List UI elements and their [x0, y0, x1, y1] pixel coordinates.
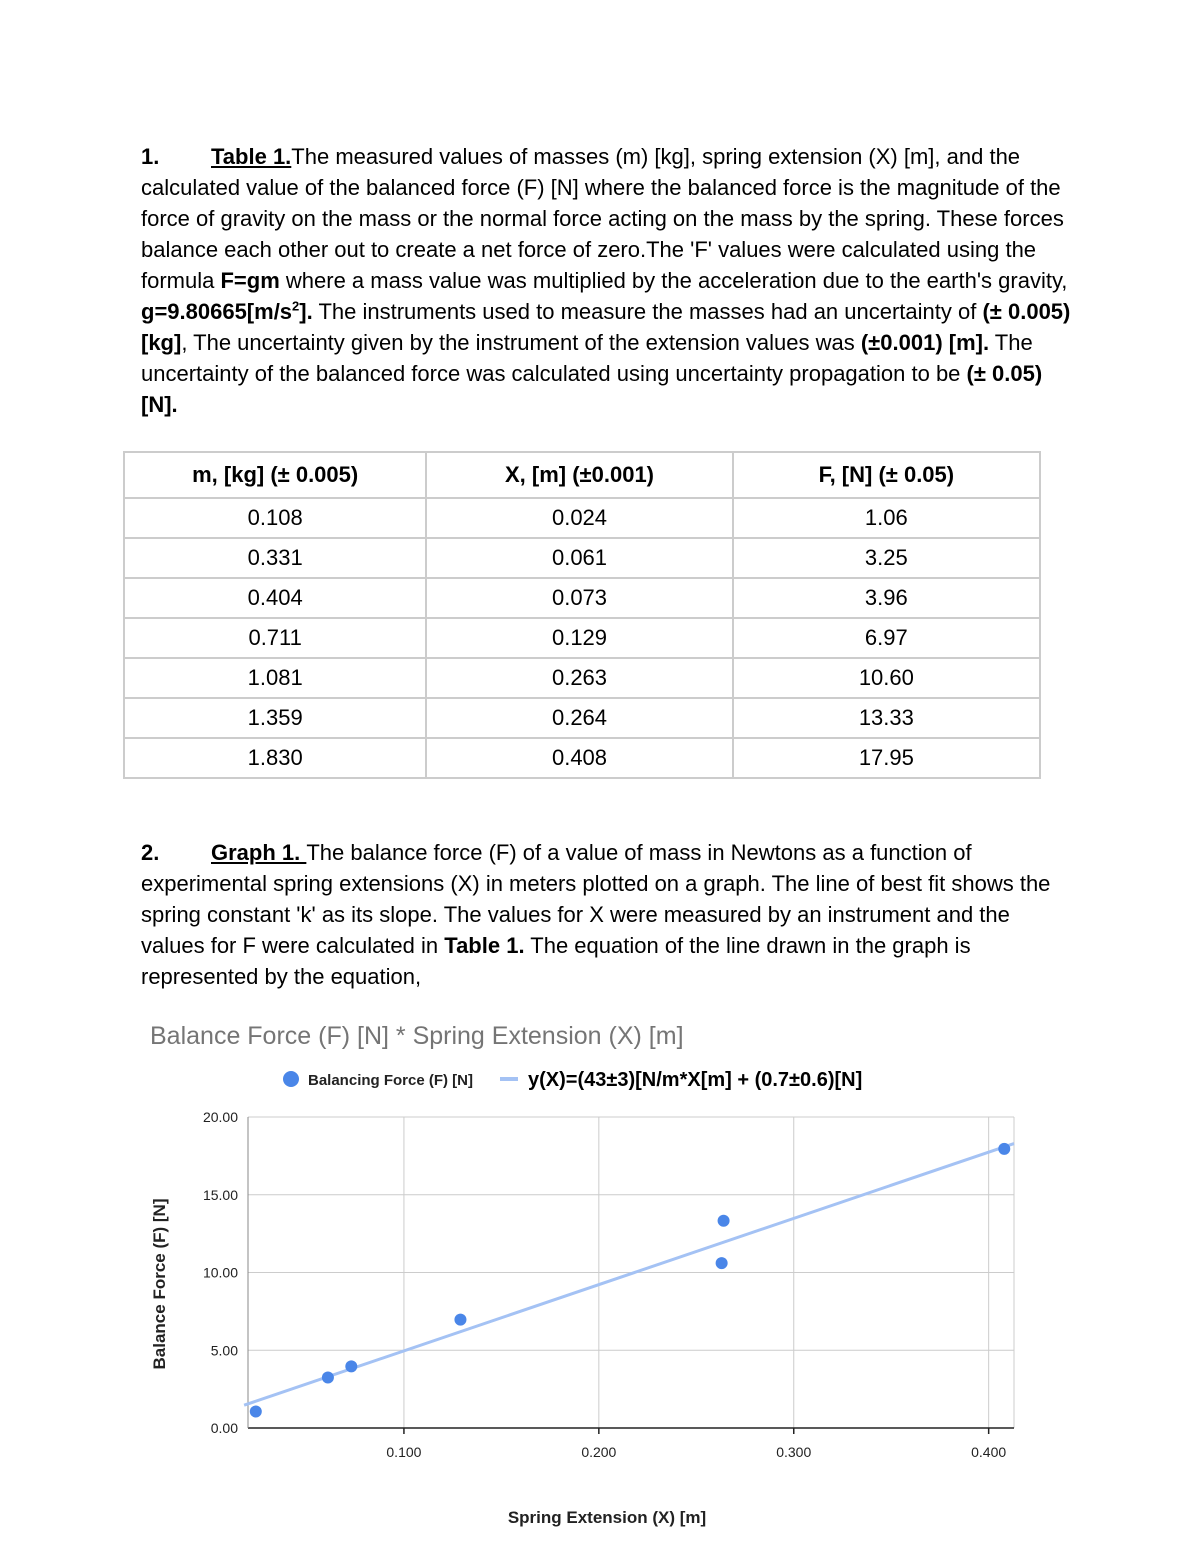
- table-cell: 1.830: [124, 738, 426, 778]
- section-number: 1.: [141, 144, 160, 169]
- data-point: [250, 1406, 262, 1418]
- y-tick-label: 10.00: [202, 1264, 238, 1281]
- table-cell: 1.359: [124, 698, 426, 738]
- y-tick-label: 15.00: [202, 1186, 238, 1203]
- table-cell: 0.024: [426, 498, 732, 538]
- table-row: [124, 698, 1040, 738]
- table-cell: 0.408: [426, 738, 732, 778]
- table-cell: 0.061: [426, 538, 732, 578]
- table-header-row: [124, 452, 1040, 498]
- table-cell: 0.108: [124, 498, 426, 538]
- table-cell: 6.97: [733, 618, 1040, 658]
- graph-label: Graph 1.: [211, 840, 307, 865]
- formula-text: F=gm: [220, 268, 280, 293]
- caption-text: where a mass value was multiplied by the acceleration due to the earth's gravity,: [279, 268, 1068, 293]
- chart-legend: [283, 1069, 862, 1091]
- caption-text: The balance force (F) of a value of mass in Newtons as a function of experimental spring extensions (X) in meters plotted on a graph. The line of best fit shows the spring constant 'k' as its slope. The values for X were measured by an instrument and the values for F were calculated in: [141, 840, 1051, 958]
- table-cell: 0.263: [426, 658, 732, 698]
- table-cell: 0.711: [124, 618, 426, 658]
- x-tick-label: 0.300: [776, 1444, 812, 1460]
- table-label: Table 1.: [211, 144, 292, 169]
- table-cell: 10.60: [733, 658, 1040, 698]
- caption-text: The equation of the line drawn in the graph is represented by the equation,: [141, 933, 971, 989]
- table-cell: 13.33: [733, 698, 1040, 738]
- caption-text: The instruments used to measure the masses had an uncertainty of: [312, 299, 983, 324]
- caption-text: The measured values of masses (m) [kg], spring extension (X) [m], and the calculated value of the balanced force (F) [N] where the balanced force is the magnitude of the force of gravity on the mass or the normal force acting on the mass by the spring. These forces balance each other out to create a net force of zero.The 'F' values were calculated using the formula: [141, 144, 1064, 293]
- caption-text: The uncertainty of the balanced force was calculated using uncertainty propagation to be: [141, 330, 1033, 386]
- data-point: [716, 1257, 728, 1269]
- table-row: [124, 578, 1040, 618]
- x-tick-label: 0.400: [971, 1444, 1007, 1460]
- mass-uncertainty: (± 0.005)[kg]: [141, 299, 1071, 355]
- table-row: [124, 738, 1040, 778]
- gravity-value: $g=9.80665[m/s^2]$.: [141, 298, 313, 324]
- x-tick-label: 0.100: [386, 1444, 422, 1460]
- chart-title: Balance Force (F) [N] * Spring Extension (X) [m]: [150, 1022, 684, 1050]
- table-cell: 3.96: [733, 578, 1040, 618]
- y-tick-label: 20.00: [202, 1109, 238, 1125]
- column-header-mass: m, [kg] (± 0.005): [124, 452, 426, 498]
- data-point: [998, 1143, 1010, 1155]
- legend-label-points: Balancing Force (F) [N]: [308, 1072, 474, 1089]
- legend-label-trendline: y(X)=(43±3)[N/m*X[m] + (0.7±0.6)[N]: [528, 1069, 863, 1091]
- column-header-force: F, [N] (± 0.05): [733, 452, 1040, 498]
- x-axis-label: Spring Extension (X) [m]: [507, 1508, 707, 1527]
- table-cell: 3.25: [733, 538, 1040, 578]
- data-point: [718, 1215, 730, 1227]
- y-axis-label: Balance Force (F) [N]: [150, 1198, 169, 1370]
- table-row: [124, 498, 1040, 538]
- x-tick-label: 0.200: [581, 1444, 617, 1460]
- y-tick-label: 0.00: [210, 1420, 238, 1436]
- table-cell: 17.95: [733, 738, 1040, 778]
- column-header-extension: X, [m] (±0.001): [426, 452, 732, 498]
- table-cell: 1.081: [124, 658, 426, 698]
- data-point: [322, 1371, 334, 1383]
- legend-marker-points: [283, 1071, 299, 1087]
- table-cell: 1.06: [733, 498, 1040, 538]
- table-row: [124, 618, 1040, 658]
- table-cell: 0.264: [426, 698, 732, 738]
- table-cell: 0.404: [124, 578, 426, 618]
- chart-axes: [203, 1109, 1014, 1460]
- graph-1-caption: [141, 837, 1071, 992]
- extension-uncertainty: (±0.001) [m].: [860, 330, 990, 355]
- table-cell: 0.331: [124, 538, 426, 578]
- caption-text: , The uncertainty given by the instrument of the extension values was: [181, 330, 861, 355]
- table-reference: Table 1.: [444, 933, 525, 958]
- table-cell: 0.129: [426, 618, 732, 658]
- data-point: [454, 1314, 466, 1326]
- table-1-caption: [141, 141, 1071, 420]
- scatter-chart: [140, 1010, 1040, 1540]
- chart-trendline: [244, 1144, 1014, 1406]
- table-row: [124, 658, 1040, 698]
- table-cell: 0.073: [426, 578, 732, 618]
- y-tick-label: 5.00: [210, 1342, 238, 1359]
- data-table: [123, 451, 1041, 779]
- table-row: [124, 538, 1040, 578]
- trendline: [244, 1144, 1014, 1406]
- section-number: 2.: [141, 840, 160, 865]
- data-point: [345, 1360, 357, 1372]
- force-uncertainty: (± 0.05) [N].: [141, 361, 1043, 417]
